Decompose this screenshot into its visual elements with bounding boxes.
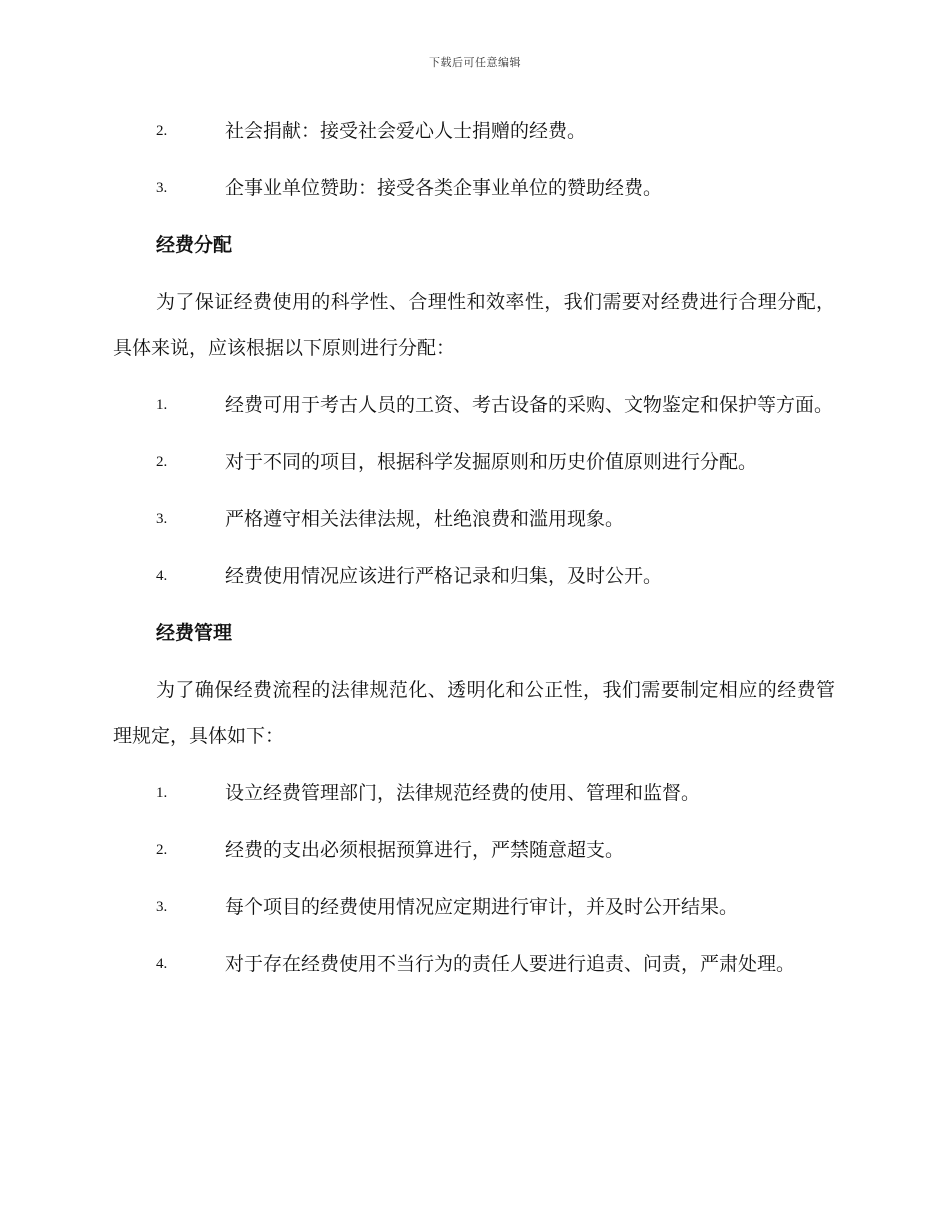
list-item [113, 439, 835, 485]
list-item-number: 3. [156, 899, 168, 915]
list-item-number: 2. [156, 842, 168, 858]
list-item-text: 经费的支出必须根据预算进行，严禁随意超支。 [225, 839, 625, 861]
section-heading-allocation: 经费分配 [156, 234, 233, 256]
list-item-number: 2. [156, 123, 168, 139]
list-item [113, 553, 835, 599]
page-header: 下载后可任意编辑 [429, 56, 521, 69]
section-intro-allocation: 为了保证经费使用的科学性、合理性和效率性，我们需要对经费进行合理分配，具体来说，应该根据以下原则进行分配： [113, 291, 835, 359]
list-item [113, 827, 835, 873]
list-item-text: 经费可用于考古人员的工资、考古设备的采购、文物鉴定和保护等方面。 [225, 394, 834, 416]
list-item-text: 企事业单位赞助：接受各类企事业单位的赞助经费。 [225, 177, 663, 199]
list-item [113, 941, 835, 987]
list-item [113, 108, 835, 154]
list-item-number: 4. [156, 956, 168, 972]
list-item-number: 4. [156, 568, 168, 584]
list-item-text: 对于存在经费使用不当行为的责任人要进行追责、问责，严肃处理。 [225, 953, 796, 975]
list-item-text: 每个项目的经费使用情况应定期进行审计，并及时公开结果。 [225, 896, 739, 918]
list-item-text: 对于不同的项目，根据科学发掘原则和历史价值原则进行分配。 [225, 451, 758, 473]
list-item-text: 严格遵守相关法律法规，杜绝浪费和滥用现象。 [225, 508, 625, 530]
document-body [113, 108, 835, 998]
list-item [113, 884, 835, 930]
list-item-text: 设立经费管理部门，法律规范经费的使用、管理和监督。 [225, 782, 701, 804]
list-item-number: 3. [156, 180, 168, 196]
list-item-number: 1. [156, 397, 168, 413]
list-item [113, 770, 835, 816]
list-item-number: 3. [156, 511, 168, 527]
section-intro-management: 为了确保经费流程的法律规范化、透明化和公正性，我们需要制定相应的经费管理规定，具体如下： [113, 679, 835, 747]
list-item-number: 1. [156, 785, 168, 801]
list-item [113, 165, 835, 211]
list-item-text: 社会捐献：接受社会爱心人士捐赠的经费。 [225, 120, 587, 142]
list-item [113, 382, 835, 428]
section-heading-management: 经费管理 [156, 622, 233, 644]
list-item [113, 496, 835, 542]
list-item-text: 经费使用情况应该进行严格记录和归集，及时公开。 [225, 565, 663, 587]
list-item-number: 2. [156, 454, 168, 470]
